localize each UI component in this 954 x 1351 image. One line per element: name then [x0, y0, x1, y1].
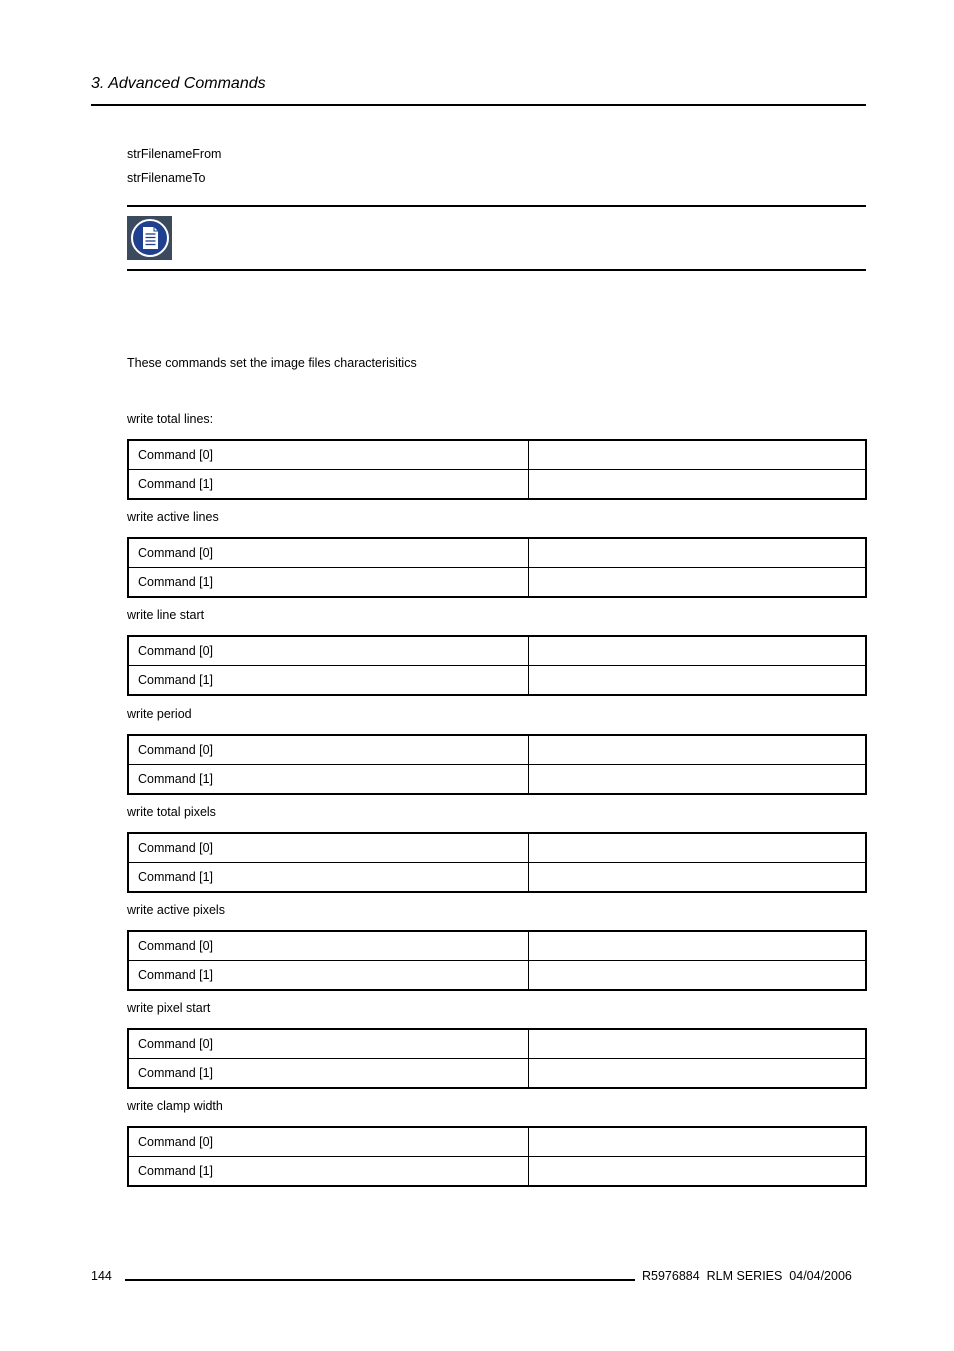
- command-name-cell: Command [0]: [128, 1127, 529, 1157]
- command-name-cell: Command [0]: [128, 931, 529, 961]
- table-row: [128, 863, 866, 893]
- command-value-cell: [529, 568, 867, 598]
- command-table: [127, 930, 867, 991]
- command-value-cell: [529, 931, 867, 961]
- command-value-cell: [529, 1029, 867, 1059]
- section-label: write total lines:: [127, 412, 214, 426]
- command-name-cell: Command [1]: [128, 568, 529, 598]
- section-label: write period: [127, 707, 192, 721]
- command-name-cell: Command [0]: [128, 440, 529, 470]
- command-value-cell: [529, 765, 867, 795]
- command-value-cell: [529, 440, 867, 470]
- command-value-cell: [529, 1059, 867, 1089]
- command-value-cell: [529, 961, 867, 991]
- command-table: [127, 635, 867, 696]
- command-value-cell: [529, 833, 867, 863]
- table-row: [128, 1059, 866, 1089]
- command-table: [127, 832, 867, 893]
- table-row: [128, 568, 866, 598]
- table-row: [128, 931, 866, 961]
- table-row: [128, 538, 866, 568]
- intro-text: These commands set the image files characterisitics: [127, 356, 417, 370]
- table-row: [128, 961, 866, 991]
- note-top-rule: [127, 205, 866, 207]
- command-value-cell: [529, 666, 867, 696]
- table-row: [128, 666, 866, 696]
- command-name-cell: Command [0]: [128, 735, 529, 765]
- table-row: [128, 440, 866, 470]
- command-name-cell: Command [1]: [128, 666, 529, 696]
- table-row: [128, 1127, 866, 1157]
- param-filename-to: strFilenameTo: [127, 171, 206, 185]
- table-row: [128, 636, 866, 666]
- section-label: write line start: [127, 608, 205, 622]
- command-value-cell: [529, 863, 867, 893]
- table-row: [128, 1157, 866, 1187]
- table-row: [128, 765, 866, 795]
- command-value-cell: [529, 1127, 867, 1157]
- page-number: 144: [91, 1269, 112, 1283]
- command-name-cell: Command [0]: [128, 833, 529, 863]
- command-name-cell: Command [1]: [128, 863, 529, 893]
- table-row: [128, 833, 866, 863]
- command-table: [127, 537, 867, 598]
- table-row: [128, 735, 866, 765]
- section-label: write total pixels: [127, 805, 216, 819]
- command-value-cell: [529, 470, 867, 500]
- command-name-cell: Command [0]: [128, 1029, 529, 1059]
- command-name-cell: Command [1]: [128, 961, 529, 991]
- command-table: [127, 1126, 867, 1187]
- command-name-cell: Command [0]: [128, 636, 529, 666]
- note-document-icon: [127, 216, 172, 260]
- command-value-cell: [529, 1157, 867, 1187]
- command-name-cell: Command [1]: [128, 765, 529, 795]
- command-name-cell: Command [1]: [128, 1157, 529, 1187]
- command-value-cell: [529, 636, 867, 666]
- section-label: write clamp width: [127, 1099, 223, 1113]
- table-row: [128, 1029, 866, 1059]
- section-label: write pixel start: [127, 1001, 211, 1015]
- command-value-cell: [529, 538, 867, 568]
- command-value-cell: [529, 735, 867, 765]
- note-bottom-rule: [127, 269, 866, 271]
- command-name-cell: Command [1]: [128, 470, 529, 500]
- param-filename-from: strFilenameFrom: [127, 147, 222, 161]
- section-label: write active pixels: [127, 903, 225, 917]
- command-name-cell: Command [1]: [128, 1059, 529, 1089]
- command-table: [127, 1028, 867, 1089]
- command-name-cell: Command [0]: [128, 538, 529, 568]
- section-label: write active lines: [127, 510, 219, 524]
- page-header-title: 3. Advanced Commands: [91, 75, 266, 92]
- command-table: [127, 439, 867, 500]
- footer-rule: [125, 1279, 635, 1281]
- header-rule: [91, 104, 866, 106]
- footer-reference: R5976884 RLM SERIES 04/04/2006: [642, 1269, 852, 1283]
- table-row: [128, 470, 866, 500]
- command-table: [127, 734, 867, 795]
